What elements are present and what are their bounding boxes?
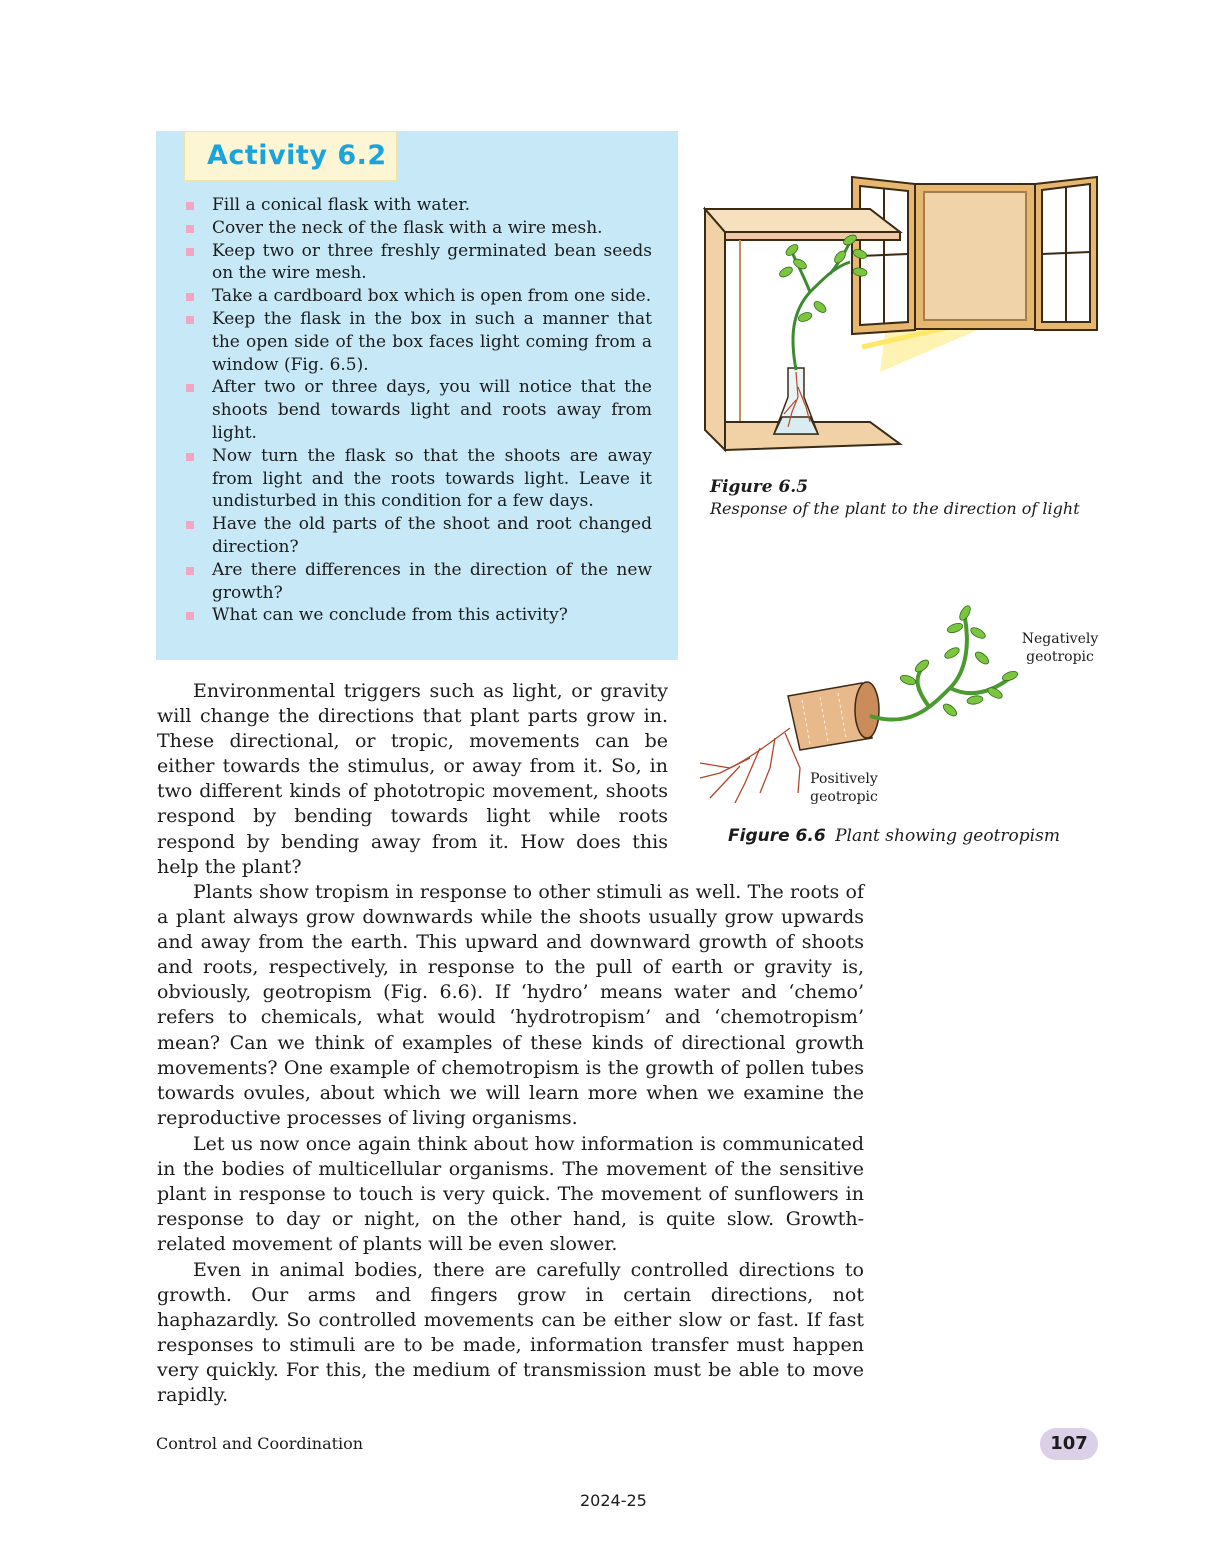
activity-item: Keep two or three freshly germinated bean seeds on the wire mesh. [186, 240, 652, 286]
figure-6-6-label: Figure 6.6 [728, 826, 826, 846]
figure-6-6-caption: Plant showing geotropism [835, 826, 1060, 846]
figure-6-6-caption-row [728, 826, 1060, 846]
activity-item: Fill a conical flask with water. [186, 194, 652, 217]
activity-item: What can we conclude from this activity? [186, 604, 652, 627]
bullet-icon [186, 453, 194, 461]
bullet-icon [186, 521, 194, 529]
year-footer: 2024-25 [580, 1491, 647, 1510]
page-number-badge [1040, 1428, 1098, 1460]
bullet-icon [186, 225, 194, 233]
activity-item: Cover the neck of the flask with a wire mesh. [186, 217, 652, 240]
paragraph-2: Plants show tropism in response to other stimuli as well. The roots of a plant always grow downwards while the shoots usually grow upwards and away from the earth. This upward and downward growth of shoots and roots, respectively, in response to the pull of earth or gravity is, obviously, geotropism (Fig. 6.6). If ‘hydro’ means water and ‘chemo’ refers to chemicals, what would ‘hydrotropism’ and ‘chemotropism’ mean? Can we think of examples of these kinds of directional growth movements? One example of chemotropism is the growth of pollen tubes towards ovules, about which we will learn more when we examine the reproductive processes of living organisms. [157, 881, 864, 1129]
roots [700, 728, 800, 803]
figure-6-5-caption: Response of the plant to the direction of light [710, 499, 1080, 518]
bullet-icon [186, 384, 194, 392]
activity-box [156, 131, 678, 660]
bullet-icon [186, 612, 194, 620]
bullet-icon [186, 202, 194, 210]
activity-item: After two or three days, you will notice that the shoots bend towards light and roots away from light. [186, 376, 652, 444]
figure-6-5-label: Figure 6.5 [710, 477, 809, 497]
paragraph-3: Let us now once again think about how information is communicated in the bodies of multicellular organisms. The movement of the sensitive plant in response to touch is very quick. The movement of sunflowers in response to day or night, on the other hand, is quite slow. Growth-related movement of plants will be even slower. [157, 1133, 864, 1256]
bullet-icon [186, 316, 194, 324]
stem [870, 618, 1010, 720]
activity-item: Are there differences in the direction of the new growth? [186, 559, 652, 605]
paragraph-1: Environmental triggers such as light, or gravity will change the directions that plant parts grow in. These directional, or tropic, movements can be either towards the stimulus, or away from it. So, in two different kinds of phototropic movement, shoots respond by bending towards light while roots respond by bending away from it. How does this help the plant? [157, 680, 668, 878]
positively-geotropic-label: Positively geotropic [810, 771, 878, 805]
bullet-icon [186, 293, 194, 301]
negatively-geotropic-label: Negatively geotropic [1021, 631, 1099, 665]
activity-list [186, 194, 652, 627]
bullet-icon [186, 248, 194, 256]
page-number: 107 [1050, 1433, 1088, 1454]
activity-item: Have the old parts of the shoot and root changed direction? [186, 513, 652, 559]
activity-title-box [184, 131, 397, 181]
bullet-icon [186, 567, 194, 575]
window [852, 177, 1097, 334]
activity-item: Keep the flask in the box in such a manner that the open side of the box faces light coming from a window (Fig. 6.5). [186, 308, 652, 376]
figure-6-5-illustration [700, 172, 1102, 457]
activity-item: Take a cardboard box which is open from one side. [186, 285, 652, 308]
pot [788, 682, 879, 750]
chapter-footer: Control and Coordination [156, 1434, 364, 1453]
leaves [899, 604, 1019, 718]
activity-title: Activity 6.2 [207, 140, 387, 171]
paragraph-4: Even in animal bodies, there are carefully controlled directions to growth. Our arms and fingers grow in certain directions, not haphazardly. So controlled movements can be either slow or fast. If fast responses to stimuli are to be made, information transfer must happen very quickly. For this, the medium of transmission must be able to move rapidly. [157, 1259, 864, 1407]
activity-item: Now turn the flask so that the shoots are away from light and the roots towards light. Leave it undisturbed in this condition for a few days. [186, 445, 652, 513]
